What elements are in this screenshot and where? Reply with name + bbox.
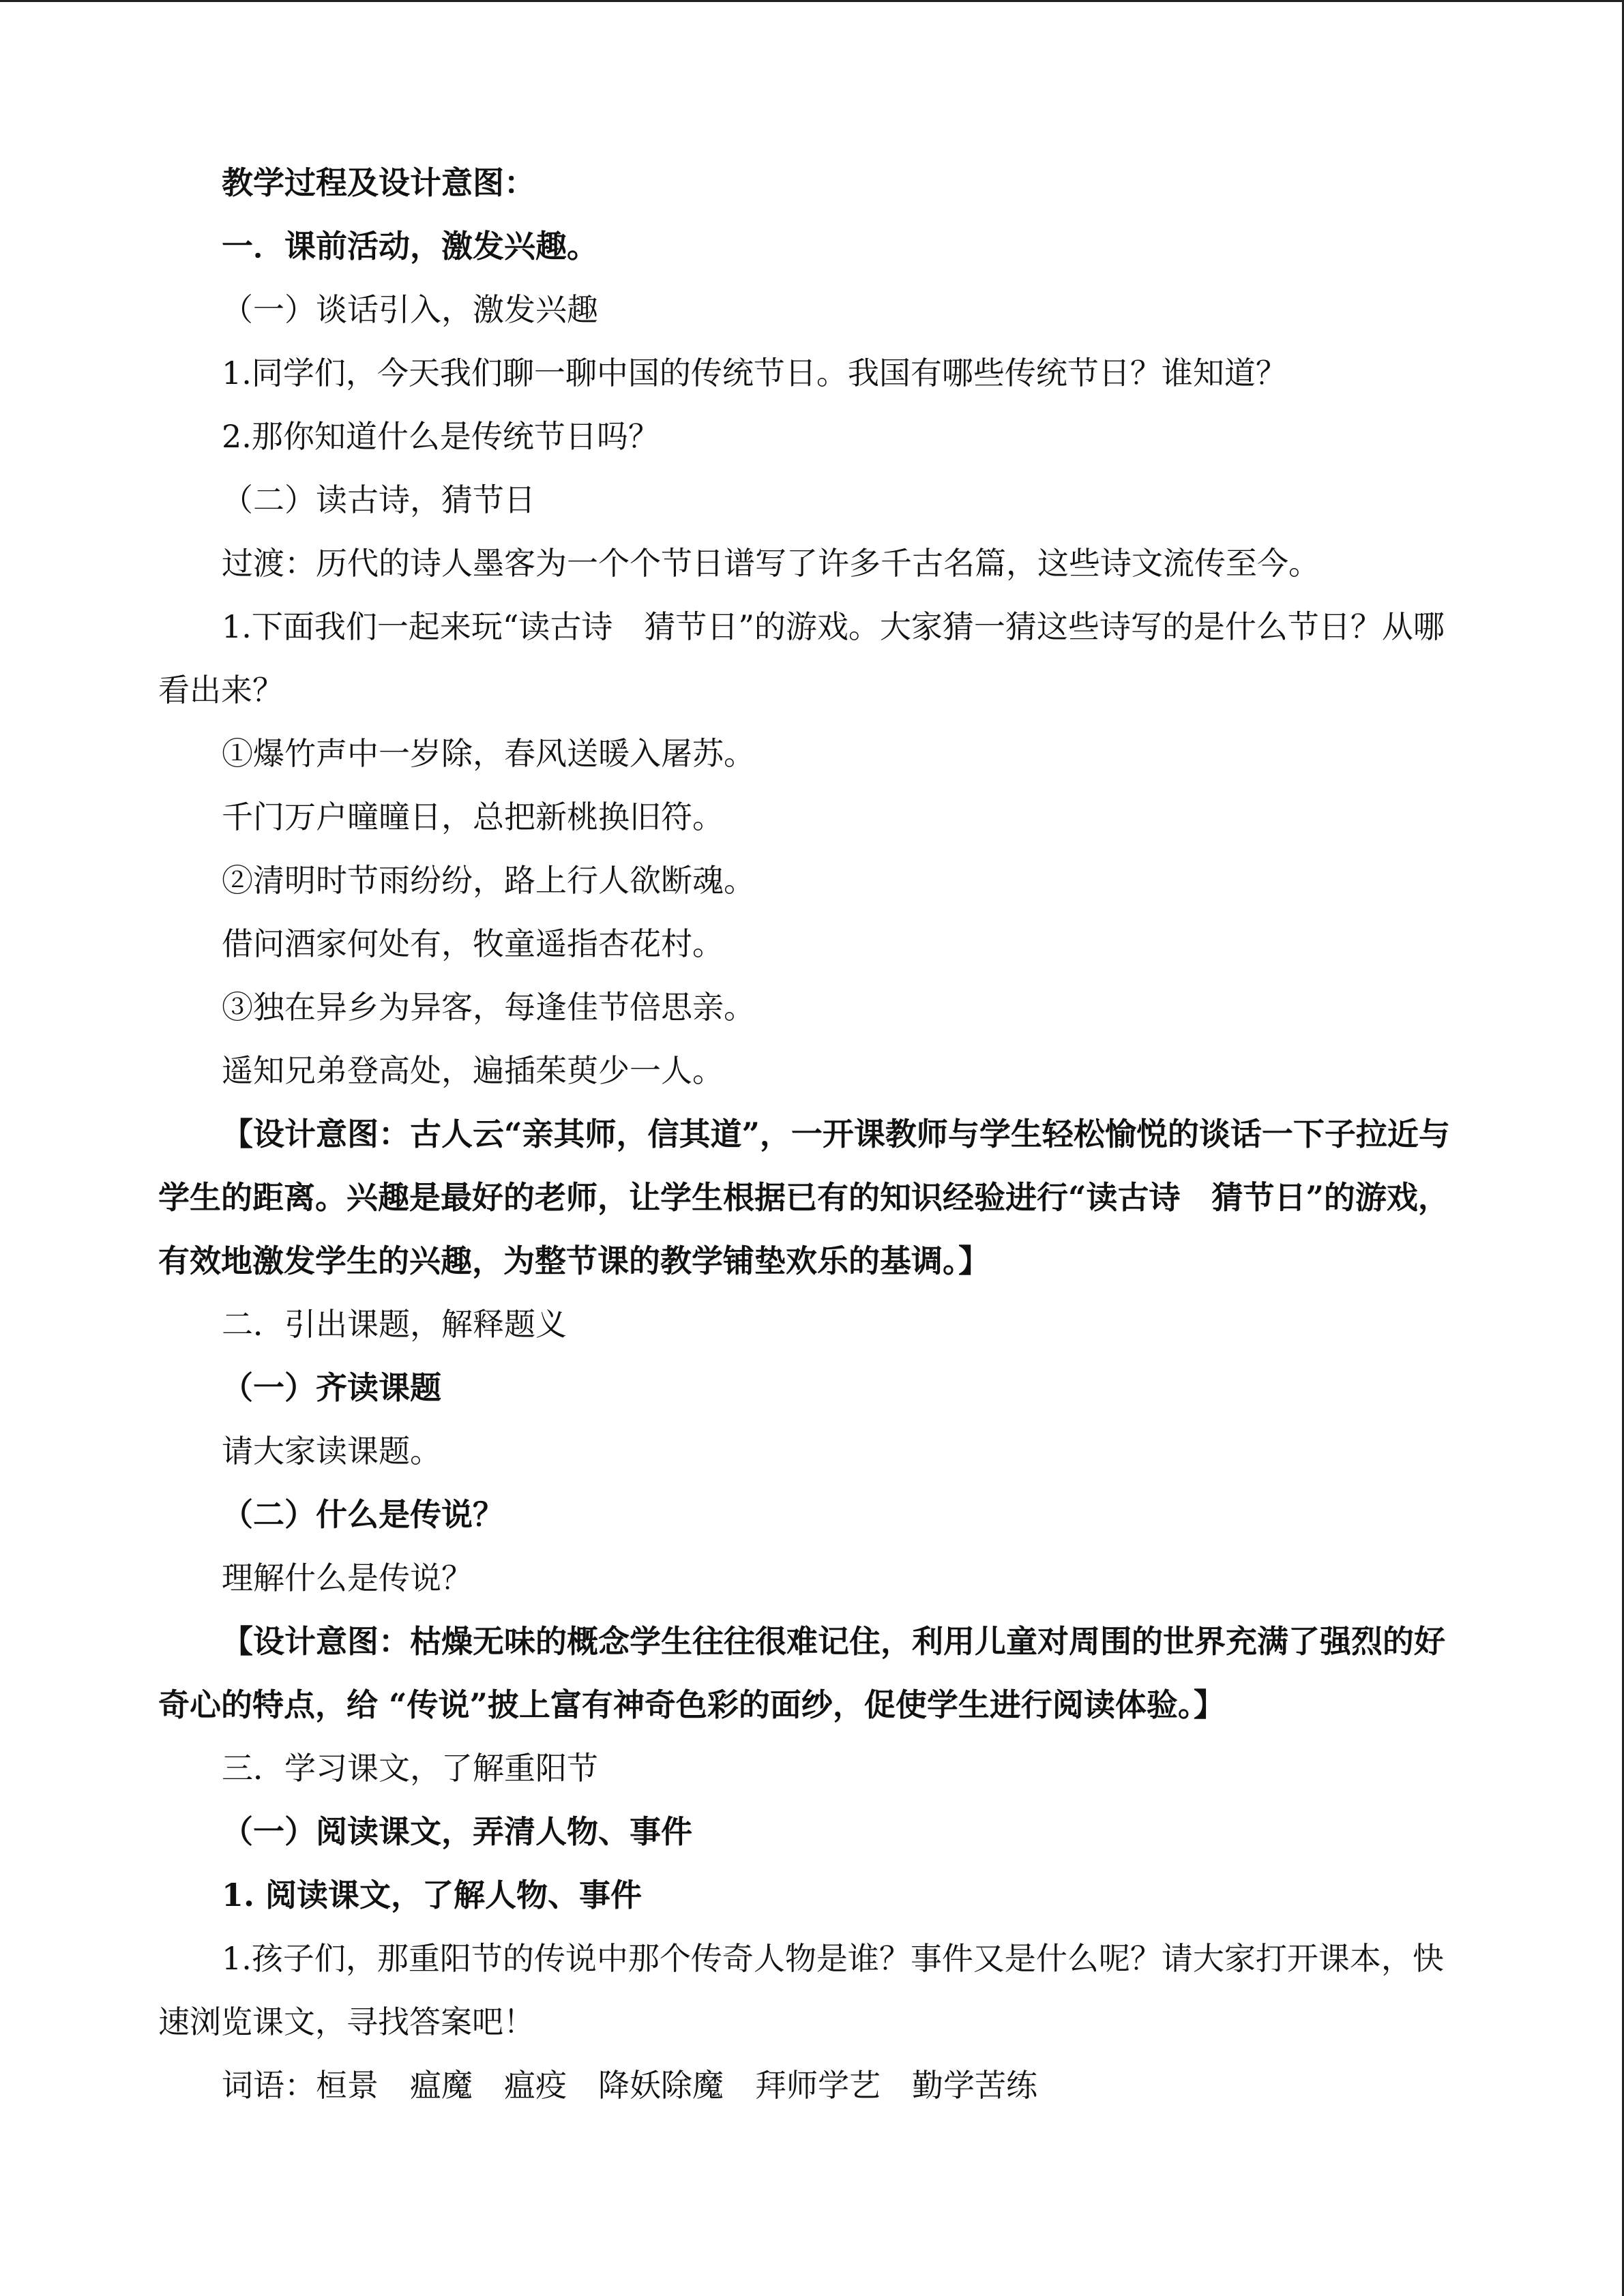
paragraph-line: ②清明时节雨纷纷，路上行人欲断魂。 — [222, 862, 755, 899]
paragraph-line: 【设计意图：枯燥无味的概念学生往往很难记住，利用儿童对周围的世界充满了强烈的好奇心的特点，给 “传说”披上富有神奇色彩的面纱，促使学生进行阅读体验。】 — [158, 1623, 1445, 1723]
paragraph-line: 三．学习课文，了解重阳节 — [222, 1750, 598, 1787]
paragraph-line: 词语：桓景 瘟魔 瘟疫 降妖除魔 拜师学艺 勤学苦练 — [222, 2067, 1037, 2104]
paragraph-line: （二）什么是传说？ — [222, 1496, 504, 1533]
document-body — [158, 151, 1468, 2117]
section-heading: 教学过程及设计意图： — [222, 164, 535, 201]
paragraph-line: 理解什么是传说？ — [222, 1560, 473, 1596]
paragraph-line: 1.孩子们，那重阳节的传说中那个传奇人物是谁？事件又是什么呢？请大家打开课本，快速浏览课文，寻找答案吧！ — [158, 1940, 1444, 2040]
paragraph-line: 二．引出课题，解释题义 — [222, 1306, 567, 1343]
paragraph-line: 请大家读课题。 — [222, 1433, 441, 1470]
page-border-top — [0, 0, 1624, 2]
paragraph-line: ①爆竹声中一岁除，春风送暖入屠苏。 — [222, 735, 755, 772]
paragraph-line: 遥知兄弟登高处，遍插茱萸少一人。 — [222, 1052, 724, 1089]
paragraph-line: 1.同学们，今天我们聊一聊中国的传统节日。我国有哪些传统节日？谁知道？ — [222, 355, 1287, 391]
paragraph-line: 借问酒家何处有，牧童遥指杏花村。 — [222, 925, 724, 962]
paragraph-line: 一．课前活动，激发兴趣。 — [222, 228, 598, 265]
paragraph-line: （一）阅读课文，弄清人物、事件 — [222, 1813, 692, 1850]
paragraph-line: （一）齐读课题 — [222, 1369, 441, 1406]
paragraph-line: （一）谈话引入，激发兴趣 — [222, 291, 598, 328]
paragraph-line: 2.那你知道什么是传统节日吗？ — [222, 418, 660, 455]
paragraph-line: ③独在异乡为异客，每逢佳节倍思亲。 — [222, 989, 755, 1026]
paragraph-line: 千门万户曈曈日，总把新桃换旧符。 — [222, 799, 724, 835]
document-lines — [158, 215, 1468, 2117]
paragraph-line: 过渡：历代的诗人墨客为一个个节日谱写了许多千古名篇，这些诗文流传至今。 — [222, 545, 1320, 582]
paragraph-line: 1.下面我们一起来玩“读古诗 猜节日”的游戏。大家猜一猜这些诗写的是什么节日？从哪看出来？ — [158, 608, 1445, 709]
paragraph-line: （二）读古诗，猜节日 — [222, 481, 535, 518]
paragraph-line: 【设计意图：古人云“亲其师，信其道”，一开课教师与学生轻松愉悦的谈话一下子拉近与学生的距离。兴趣是最好的老师，让学生根据已有的知识经验进行“读古诗 猜节日”的游戏，有效地激发学生的兴趣，为整节课的教学铺垫欢乐的基调。】 — [158, 1116, 1450, 1279]
paragraph-line: 1. 阅读课文，了解人物、事件 — [222, 1877, 643, 1913]
